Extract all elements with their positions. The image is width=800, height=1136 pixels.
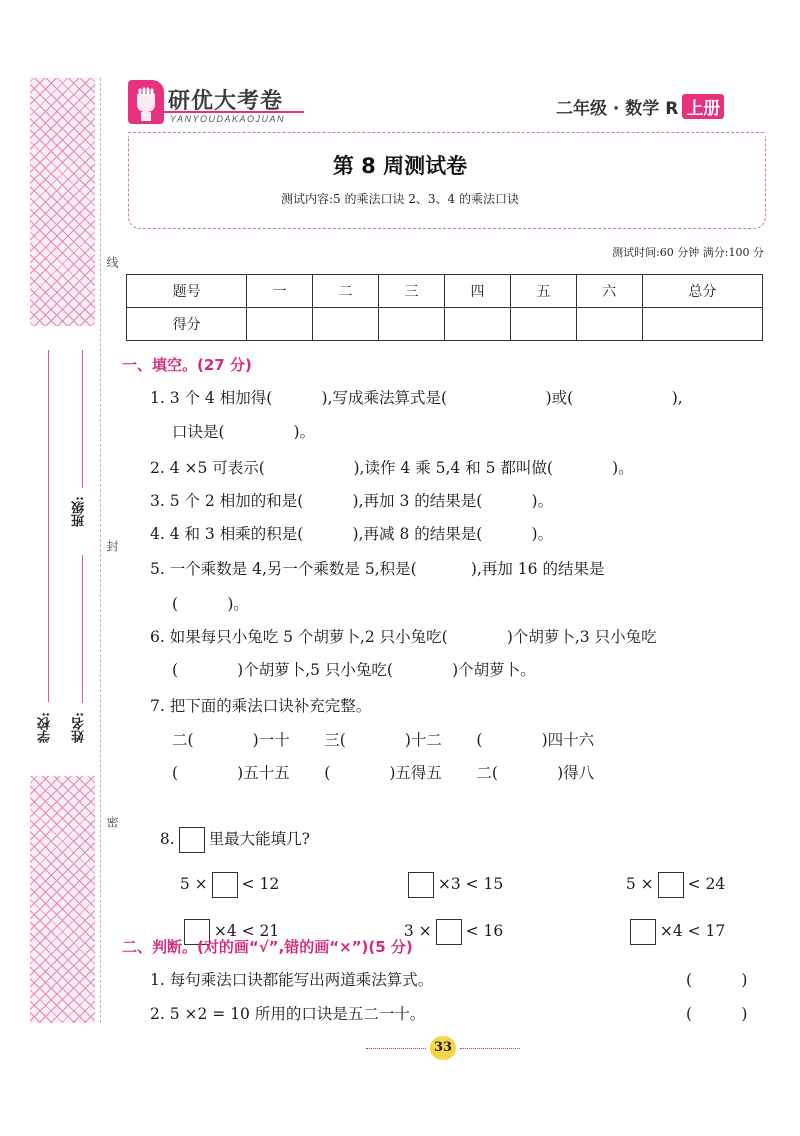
question-line: ( )五十五 ( )五得五 二( )得八: [172, 764, 595, 782]
test-time-info: 测试时间:60 分钟 满分:100 分: [612, 246, 764, 259]
table-header-cell: 总分: [642, 275, 762, 308]
grade-subject-text: 二年级 · 数学 R: [556, 99, 679, 119]
score-cell[interactable]: [247, 308, 313, 341]
judgement-item: 1. 每句乘法口诀都能写出两道乘法算式。: [150, 971, 434, 989]
question-line: ( )。: [172, 595, 249, 613]
ineq-left: 5 ×: [179, 875, 208, 893]
header-divider: [128, 132, 764, 133]
class-label: 班级:: [72, 496, 87, 527]
answer-parentheses[interactable]: ( ): [686, 1005, 748, 1023]
brand-logo: [128, 80, 308, 134]
ineq-right: ×3 < 15: [437, 875, 504, 893]
question-number: 8.: [159, 830, 175, 848]
cut-line: [100, 78, 101, 1023]
score-cell[interactable]: [379, 308, 445, 341]
table-header-cell: 三: [379, 275, 445, 308]
inequality: [170, 845, 279, 898]
footer-rule-left: [366, 1048, 426, 1049]
grade-subject: [556, 94, 724, 119]
volume-badge: 上册: [682, 94, 724, 119]
table-row: [127, 275, 763, 308]
judgement-item: 2. 5 ×2 = 10 所用的口诀是五二一十。: [150, 1005, 426, 1023]
cut-mark-mi: 密: [105, 816, 119, 828]
cut-mark-feng: 封: [105, 540, 119, 552]
name-field-line[interactable]: [82, 555, 83, 703]
question-line: 5. 一个乘数是 4,另一个乘数是 5,积是( ),再加 16 的结果是: [150, 560, 605, 578]
question-line: 二( )一十 三( )十二 ( )四十六: [172, 731, 595, 749]
section-heading-fill-blank: 一、填空。(27 分): [122, 356, 252, 374]
name-label: 姓名:: [72, 712, 87, 743]
table-header-cell: 六: [576, 275, 642, 308]
ineq-left: 5 ×: [625, 875, 654, 893]
ineq-right: < 16: [465, 922, 504, 940]
score-table: [126, 274, 763, 341]
question-line: ( )个胡萝卜,5 只小兔吃( )个胡萝卜。: [172, 661, 536, 679]
score-cell[interactable]: [444, 308, 510, 341]
ineq-right: ×4 < 17: [659, 922, 726, 940]
score-cell[interactable]: [313, 308, 379, 341]
question-line: 1. 3 个 4 相加得( ),写成乘法算式是( )或( ),: [150, 389, 683, 407]
section-heading-true-false: 二、判断。(对的画“√”,错的画“×”)(5 分): [122, 938, 413, 956]
question-line: 3. 5 个 2 相加的和是( ),再加 3 的结果是( )。: [150, 492, 554, 510]
table-header-cell: 题号: [127, 275, 247, 308]
answer-parentheses[interactable]: ( ): [686, 971, 748, 989]
question-text: 里最大能填几?: [208, 830, 310, 848]
ineq-right: < 24: [687, 875, 726, 893]
answer-box[interactable]: [630, 919, 656, 945]
table-row: [127, 308, 763, 341]
inequality: [616, 845, 725, 898]
question-line: 口诀是( )。: [172, 423, 316, 441]
score-label-cell: 得分: [127, 308, 247, 341]
inequality: [616, 892, 725, 945]
test-content: 测试内容:5 的乘法口诀 2、3、4 的乘法口诀: [280, 192, 520, 206]
fist-icon: [128, 80, 164, 124]
answer-box[interactable]: [436, 919, 462, 945]
logo-subtitle: YANYOUDAKAOJUAN: [170, 114, 286, 124]
table-header-cell: 一: [247, 275, 313, 308]
ineq-left: 3 ×: [403, 922, 432, 940]
score-cell[interactable]: [576, 308, 642, 341]
question-line: 2. 4 ×5 可表示( ),读作 4 乘 5,4 和 5 都叫做( )。: [150, 459, 634, 477]
school-field-line[interactable]: [48, 350, 49, 702]
school-label: 学校:: [38, 712, 53, 743]
cut-mark-xian: 线: [105, 256, 119, 268]
ineq-right: ×4 < 21: [213, 922, 280, 940]
question-line: 4. 4 和 3 相乘的积是( ),再减 8 的结果是( )。: [150, 525, 554, 543]
ineq-right: < 12: [241, 875, 280, 893]
page-title: 第 8 周测试卷: [332, 154, 468, 178]
question-line: 6. 如果每只小兔吃 5 个胡萝卜,2 只小兔吃( )个胡萝卜,3 只小兔吃: [150, 628, 657, 646]
student-info-area: [30, 326, 95, 776]
logo-title: 研优大考卷: [168, 89, 284, 114]
class-field-line[interactable]: [82, 350, 83, 488]
footer-rule-right: [460, 1048, 520, 1049]
score-cell[interactable]: [510, 308, 576, 341]
score-cell[interactable]: [642, 308, 762, 341]
table-header-cell: 四: [444, 275, 510, 308]
table-header-cell: 五: [510, 275, 576, 308]
inequality: [394, 845, 503, 898]
question-line: 7. 把下面的乘法口诀补充完整。: [150, 697, 372, 715]
page-number: 33: [430, 1036, 456, 1060]
table-header-cell: 二: [313, 275, 379, 308]
